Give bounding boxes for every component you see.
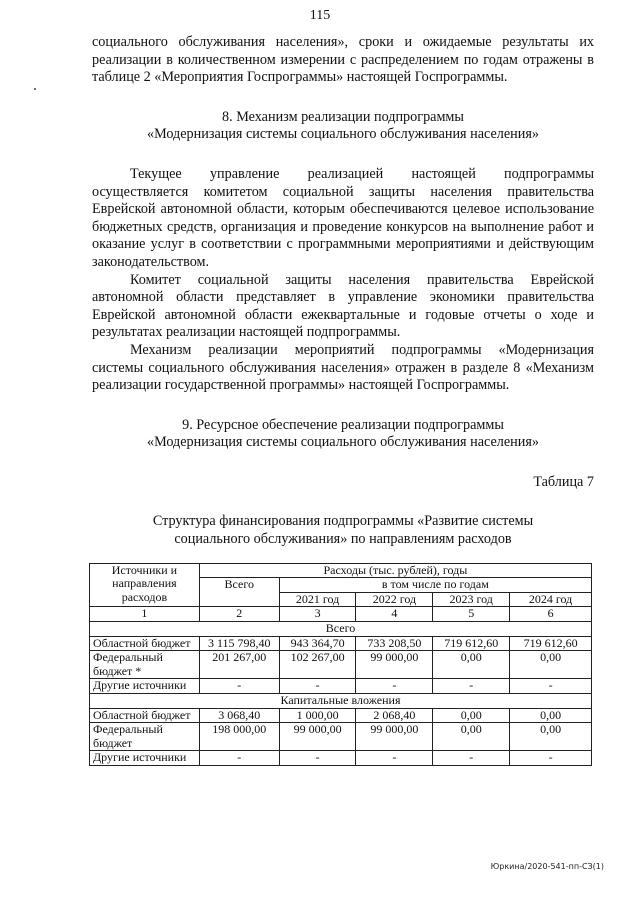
cell-2021: - [279, 751, 356, 766]
column-number: 3 [279, 607, 356, 622]
column-number: 6 [510, 607, 592, 622]
section-8-title-line1: 8. Механизм реализации подпрограммы [222, 108, 464, 125]
cell-total: 3 115 798,40 [199, 636, 279, 651]
group-title: Всего [90, 622, 592, 637]
table-group-row [90, 694, 592, 709]
section-8-paragraph-3: Механизм реализации мероприятий подпрограммы «Модернизация системы социального обслуживания населения» отражен в разделе 8 «Механизм реализации государственной программы» настоящей Госпрограммы. [92, 341, 594, 394]
section-8-paragraph-2: Комитет социальной защиты населения правительства Еврейской автономной области представляет в управление экономики правительства Еврейской автономной области ежеквартальные и годовые отчеты о ходе и результатах реализации настоящей подпрограммы. [92, 271, 594, 341]
table-caption-line2: социального обслуживания» по направлениям расходов [174, 531, 512, 548]
row-source: Областной бюджет [90, 708, 200, 723]
page-number: 115 [309, 8, 331, 23]
row-source: Другие источники [90, 751, 200, 766]
header-expenses: Расходы (тыс. рублей), годы [199, 563, 591, 578]
cell-2021: 102 267,00 [279, 651, 356, 679]
row-source: Другие источники [90, 679, 200, 694]
section-8-title-line2: «Модернизация системы социального обслуживания населения» [147, 126, 539, 143]
cell-2021: 1 000,00 [279, 708, 356, 723]
table-caption-line1: Структура финансирования подпрограммы «Развитие системы [152, 513, 534, 530]
header-sources: Источники и направления расходов [90, 563, 200, 607]
cell-2024: 0,00 [510, 723, 592, 751]
financing-table [89, 563, 592, 766]
scan-dot [34, 88, 36, 90]
cell-2022: 733 208,50 [356, 636, 433, 651]
header-including: в том числе по годам [279, 578, 591, 593]
table-row [90, 723, 592, 751]
column-number: 1 [90, 607, 200, 622]
table-row [90, 651, 592, 679]
cell-2021: - [279, 679, 356, 694]
cell-2022: - [356, 679, 433, 694]
cell-2023: 719 612,60 [433, 636, 510, 651]
column-number: 4 [356, 607, 433, 622]
header-year: 2021 год [279, 592, 356, 607]
cell-2023: 0,00 [433, 723, 510, 751]
table-row [90, 679, 592, 694]
header-year: 2024 год [510, 592, 592, 607]
paragraph-continuation: социального обслуживания населения», сроки и ожидаемые результаты их реализации в количественном измерении с распределением по годам отражены в таблице 2 «Мероприятия Госпрограммы» настоящей Госпрограммы. [92, 34, 594, 86]
cell-total: - [199, 751, 279, 766]
cell-total: 201 267,00 [199, 651, 279, 679]
footer-document-code: Юркина/2020-541-пп-СЗ(1) [490, 862, 604, 871]
cell-2024: 0,00 [510, 708, 592, 723]
header-year: 2023 год [433, 592, 510, 607]
row-source: Областной бюджет [90, 636, 200, 651]
row-source: Федеральный бюджет * [90, 651, 200, 679]
group-title: Капитальные вложения [90, 694, 592, 709]
header-year: 2022 год [356, 592, 433, 607]
table-label: Таблица 7 [533, 473, 594, 490]
cell-2022: 99 000,00 [356, 651, 433, 679]
column-number: 5 [433, 607, 510, 622]
section-9-title-line1: 9. Ресурсное обеспечение реализации подпрограммы [182, 416, 504, 433]
cell-2022: 2 068,40 [356, 708, 433, 723]
cell-total: 3 068,40 [199, 708, 279, 723]
cell-2022: 99 000,00 [356, 723, 433, 751]
cell-2023: - [433, 679, 510, 694]
cell-2021: 943 364,70 [279, 636, 356, 651]
cell-2021: 99 000,00 [279, 723, 356, 751]
cell-2024: 0,00 [510, 651, 592, 679]
cell-2023: 0,00 [433, 708, 510, 723]
table-row [90, 636, 592, 651]
table-group-row [90, 622, 592, 637]
cell-2023: - [433, 751, 510, 766]
section-8-paragraph-1: Текущее управление реализацией настоящей подпрограммы осуществляется комитетом социальной защиты населения правительства Еврейской автономной области, которым обеспечиваются целевое использование бюджетных средств, организация и проведение конкурсов на выполнение работ и оказание услуг в соответствии с программными мероприятиями и действующим законодательством. [92, 165, 594, 270]
section-9-title-line2: «Модернизация системы социального обслуживания населения» [147, 434, 539, 451]
row-source: Федеральный бюджет [90, 723, 200, 751]
cell-total: - [199, 679, 279, 694]
cell-2024: 719 612,60 [510, 636, 592, 651]
cell-2024: - [510, 751, 592, 766]
table-row [90, 708, 592, 723]
cell-2022: - [356, 751, 433, 766]
table-row [90, 751, 592, 766]
document-body [92, 34, 594, 766]
cell-total: 198 000,00 [199, 723, 279, 751]
table-column-numbers-row [90, 607, 592, 622]
cell-2023: 0,00 [433, 651, 510, 679]
table-header-row [90, 563, 592, 578]
cell-2024: - [510, 679, 592, 694]
column-number: 2 [199, 607, 279, 622]
header-total: Всего [199, 578, 279, 607]
